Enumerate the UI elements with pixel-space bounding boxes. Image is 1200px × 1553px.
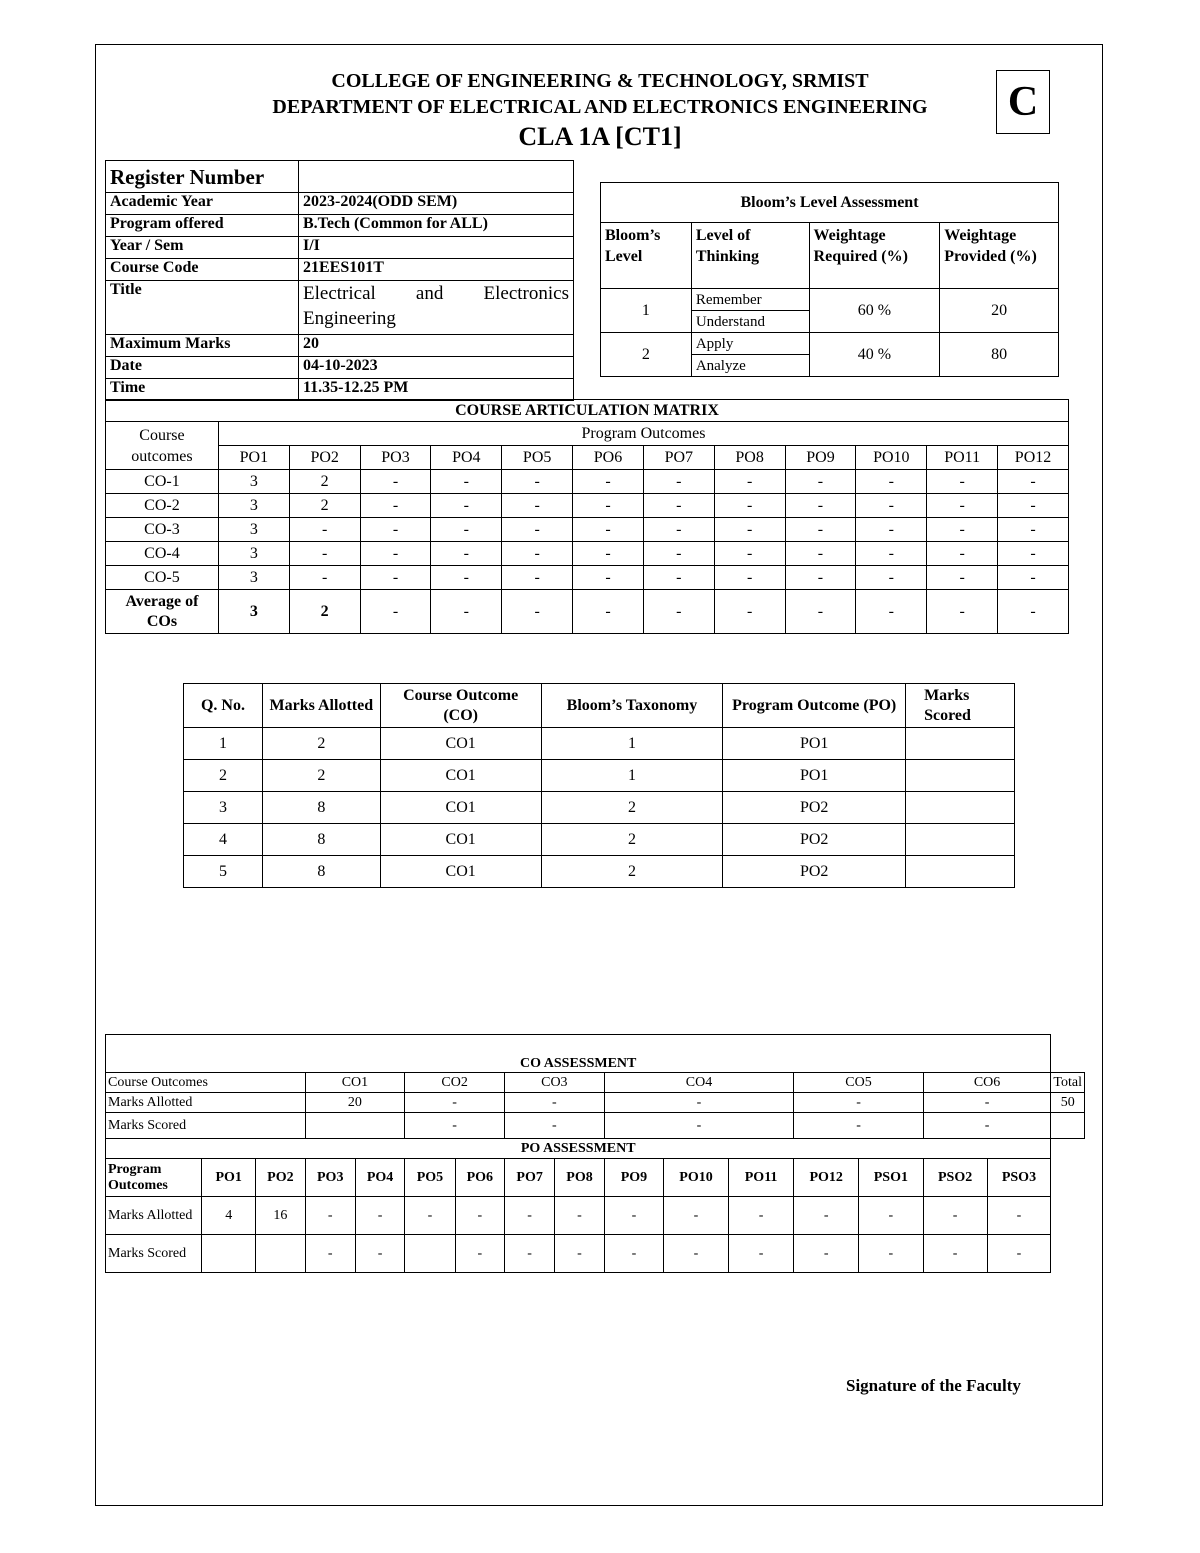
faculty-signature-label: Signature of the Faculty — [846, 1376, 1021, 1395]
co-row-label: Marks Allotted — [106, 1093, 306, 1113]
title-label: Title — [106, 281, 299, 335]
matrix-cell: - — [431, 470, 502, 494]
po-assessment-cell: PO12 — [794, 1159, 859, 1197]
matrix-cell: 3 — [218, 494, 289, 518]
po-header: PO4 — [431, 446, 502, 470]
question-cell-bloom: 1 — [541, 760, 723, 792]
matrix-cell: - — [360, 494, 431, 518]
matrix-cell: - — [643, 566, 714, 590]
matrix-cell: - — [360, 470, 431, 494]
po-assessment-cell: - — [355, 1235, 404, 1273]
question-header: Q. No. — [184, 684, 263, 728]
matrix-cell: - — [785, 542, 856, 566]
matrix-cell: - — [714, 494, 785, 518]
po-header: PO2 — [289, 446, 360, 470]
question-cell-marks: 8 — [262, 792, 380, 824]
weightage-provided: 80 — [940, 333, 1059, 377]
po-assessment-cell: - — [455, 1197, 504, 1235]
info-value: 2023-2024(ODD SEM) — [299, 193, 574, 215]
po-assessment-cell: - — [405, 1197, 455, 1235]
average-cell: - — [998, 590, 1069, 634]
po-assessment-cell: PO8 — [555, 1159, 604, 1197]
department-name: DEPARTMENT OF ELECTRICAL AND ELECTRONICS ENGINEERING — [272, 96, 928, 118]
co-assessment-cell: - — [923, 1093, 1051, 1113]
matrix-cell: - — [573, 494, 644, 518]
co-assessment-cell: - — [604, 1113, 794, 1139]
matrix-cell: - — [431, 518, 502, 542]
course-outcome: CO-3 — [106, 518, 219, 542]
co-assessment-cell: - — [405, 1113, 505, 1139]
set-letter-box: C — [996, 70, 1050, 134]
info-label: Maximum Marks — [106, 335, 299, 357]
matrix-cell: 2 — [289, 470, 360, 494]
exam-title: CLA 1A [CT1] — [518, 122, 682, 151]
co-assessment-cell — [1051, 1113, 1085, 1139]
question-cell-bloom: 2 — [541, 824, 723, 856]
po-header: PO5 — [502, 446, 573, 470]
co-po-assessment-table — [105, 1034, 1085, 1273]
info-row — [106, 161, 574, 193]
matrix-cell: - — [856, 542, 927, 566]
question-cell-bloom: 2 — [541, 856, 723, 888]
average-cell: - — [714, 590, 785, 634]
weightage-required: 40 % — [809, 333, 940, 377]
college-name: COLLEGE OF ENGINEERING & TECHNOLOGY, SRMIST — [331, 70, 869, 92]
info-value: 20 — [299, 335, 574, 357]
co-assessment-cell: 50 — [1051, 1093, 1085, 1113]
po-header: PO12 — [998, 446, 1069, 470]
po-row-label: Program Outcomes — [106, 1159, 202, 1197]
question-cell-po: PO2 — [723, 792, 906, 824]
po-row-label: Marks Scored — [106, 1235, 202, 1273]
course-outcome: CO-5 — [106, 566, 219, 590]
matrix-row — [106, 566, 1069, 590]
matrix-cell: - — [502, 518, 573, 542]
co-assessment-cell: Total — [1051, 1073, 1085, 1093]
info-row — [106, 193, 574, 215]
po-assessment-cell: - — [504, 1197, 554, 1235]
average-cell: - — [360, 590, 431, 634]
po-assessment-cell: - — [355, 1197, 404, 1235]
matrix-cell: - — [927, 518, 998, 542]
average-label: Average of COs — [106, 590, 219, 634]
po-header: PO7 — [643, 446, 714, 470]
po-header: PO1 — [218, 446, 289, 470]
info-value: 11.35-12.25 PM — [299, 379, 574, 401]
question-cell-bloom: 2 — [541, 792, 723, 824]
matrix-cell: - — [927, 566, 998, 590]
info-row — [106, 259, 574, 281]
matrix-cell: - — [502, 542, 573, 566]
question-cell-marks: 8 — [262, 824, 380, 856]
matrix-row — [106, 542, 1069, 566]
matrix-cell: - — [643, 470, 714, 494]
matrix-cell: - — [360, 542, 431, 566]
co-assessment-row — [106, 1093, 1085, 1113]
po-assessment-cell: PO3 — [305, 1159, 355, 1197]
register-label: Register Number — [106, 161, 299, 193]
po-row-label: Marks Allotted — [106, 1197, 202, 1235]
matrix-cell: - — [643, 518, 714, 542]
po-assessment-cell: PSO2 — [923, 1159, 987, 1197]
matrix-cell: - — [856, 566, 927, 590]
po-assessment-cell: - — [504, 1235, 554, 1273]
info-label: Time — [106, 379, 299, 401]
question-cell-po: PO1 — [723, 728, 906, 760]
co-assessment-cell: 20 — [305, 1093, 405, 1113]
matrix-cell: 3 — [218, 518, 289, 542]
matrix-cell: - — [643, 494, 714, 518]
question-cell-q: 2 — [184, 760, 263, 792]
program-outcomes-header: Program Outcomes — [218, 422, 1068, 446]
bloom-header: Bloom’s Level — [601, 223, 692, 289]
matrix-cell: - — [714, 470, 785, 494]
question-cell-scored — [906, 760, 1015, 792]
matrix-cell: - — [573, 518, 644, 542]
matrix-cell: - — [998, 470, 1069, 494]
question-header: Bloom’s Taxonomy — [541, 684, 723, 728]
info-label: Program offered — [106, 215, 299, 237]
question-cell-co: CO1 — [380, 728, 541, 760]
po-assessment-cell: PO6 — [455, 1159, 504, 1197]
question-row — [184, 728, 1015, 760]
co-assessment-cell: - — [794, 1093, 923, 1113]
register-value[interactable] — [299, 161, 574, 193]
matrix-cell: 3 — [218, 566, 289, 590]
info-value: 21EES101T — [299, 259, 574, 281]
matrix-cell: - — [502, 470, 573, 494]
thinking-level: Understand — [691, 311, 809, 333]
co-assessment-cell: - — [923, 1113, 1051, 1139]
matrix-cell: - — [431, 566, 502, 590]
bloom-header: Weightage Required (%) — [809, 223, 940, 289]
po-assessment-title: PO ASSESSMENT — [106, 1139, 1051, 1159]
weightage-required: 60 % — [809, 289, 940, 333]
co-assessment-cell: - — [504, 1113, 604, 1139]
matrix-cell: - — [289, 542, 360, 566]
po-assessment-cell: PO9 — [604, 1159, 663, 1197]
info-label: Course Code — [106, 259, 299, 281]
po-assessment-cell: PO2 — [256, 1159, 305, 1197]
matrix-cell: - — [856, 494, 927, 518]
bloom-header: Level of Thinking — [691, 223, 809, 289]
matrix-cell: - — [573, 542, 644, 566]
matrix-cell: - — [998, 542, 1069, 566]
average-cell: - — [573, 590, 644, 634]
question-header: Marks Allotted — [262, 684, 380, 728]
co-assessment-cell: CO3 — [504, 1073, 604, 1093]
matrix-cell: - — [856, 518, 927, 542]
matrix-cell: - — [998, 494, 1069, 518]
matrix-cell: - — [502, 566, 573, 590]
question-row — [184, 792, 1015, 824]
question-header: Course Outcome (CO) — [380, 684, 541, 728]
po-assessment-cell: - — [923, 1197, 987, 1235]
matrix-title: COURSE ARTICULATION MATRIX — [106, 400, 1069, 422]
info-value: B.Tech (Common for ALL) — [299, 215, 574, 237]
po-header: PO6 — [573, 446, 644, 470]
matrix-cell: - — [502, 494, 573, 518]
bloom-table-title: Bloom’s Level Assessment — [601, 183, 1059, 223]
po-assessment-row — [106, 1197, 1085, 1235]
matrix-cell: - — [360, 566, 431, 590]
po-assessment-cell — [256, 1235, 305, 1273]
question-cell-scored — [906, 792, 1015, 824]
question-cell-q: 4 — [184, 824, 263, 856]
question-row — [184, 824, 1015, 856]
info-row — [106, 237, 574, 259]
question-cell-q: 5 — [184, 856, 263, 888]
question-mapping-table — [183, 683, 1015, 888]
po-header: PO11 — [927, 446, 998, 470]
po-assessment-cell: - — [664, 1197, 729, 1235]
matrix-cell: - — [573, 470, 644, 494]
question-cell-q: 3 — [184, 792, 263, 824]
bloom-header: Weightage Provided (%) — [940, 223, 1059, 289]
co-row-label: Marks Scored — [106, 1113, 306, 1139]
co-assessment-cell: CO2 — [405, 1073, 505, 1093]
question-row — [184, 760, 1015, 792]
question-cell-co: CO1 — [380, 824, 541, 856]
po-assessment-cell: - — [664, 1235, 729, 1273]
question-cell-bloom: 1 — [541, 728, 723, 760]
po-assessment-cell: - — [987, 1197, 1051, 1235]
po-header: PO9 — [785, 446, 856, 470]
matrix-cell: - — [785, 470, 856, 494]
po-assessment-row — [106, 1235, 1085, 1273]
po-assessment-cell: PSO1 — [859, 1159, 924, 1197]
co-assessment-row — [106, 1113, 1085, 1139]
co-assessment-cell: - — [794, 1113, 923, 1139]
matrix-cell: - — [998, 518, 1069, 542]
matrix-cell: 3 — [218, 542, 289, 566]
matrix-row — [106, 518, 1069, 542]
po-assessment-cell: - — [987, 1235, 1051, 1273]
matrix-cell: 3 — [218, 470, 289, 494]
average-cell: 3 — [218, 590, 289, 634]
question-cell-marks: 8 — [262, 856, 380, 888]
info-row — [106, 357, 574, 379]
po-assessment-cell: PO11 — [728, 1159, 794, 1197]
po-assessment-cell: - — [859, 1235, 924, 1273]
average-cell: - — [927, 590, 998, 634]
matrix-average-row — [106, 590, 1069, 634]
question-cell-scored — [906, 824, 1015, 856]
info-value: I/I — [299, 237, 574, 259]
po-assessment-cell: - — [604, 1235, 663, 1273]
exam-info-table — [105, 160, 574, 401]
question-cell-po: PO2 — [723, 856, 906, 888]
co-assessment-title: CO ASSESSMENT — [106, 1035, 1051, 1073]
matrix-cell: - — [927, 494, 998, 518]
info-row — [106, 335, 574, 357]
course-outcome: CO-1 — [106, 470, 219, 494]
matrix-cell: - — [785, 494, 856, 518]
bloom-level: 2 — [601, 333, 692, 377]
po-header: PO8 — [714, 446, 785, 470]
po-header: PO10 — [856, 446, 927, 470]
thinking-level: Analyze — [691, 355, 809, 377]
course-outcome: CO-4 — [106, 542, 219, 566]
matrix-cell: - — [714, 518, 785, 542]
matrix-cell: - — [289, 518, 360, 542]
question-cell-po: PO2 — [723, 824, 906, 856]
co-assessment-cell: - — [604, 1093, 794, 1113]
question-cell-po: PO1 — [723, 760, 906, 792]
info-row — [106, 215, 574, 237]
co-assessment-cell: CO5 — [794, 1073, 923, 1093]
co-assessment-cell: - — [405, 1093, 505, 1113]
po-assessment-cell: - — [305, 1197, 355, 1235]
po-assessment-cell: - — [604, 1197, 663, 1235]
question-cell-marks: 2 — [262, 760, 380, 792]
weightage-provided: 20 — [940, 289, 1059, 333]
matrix-cell: - — [927, 542, 998, 566]
bloom-level: 1 — [601, 289, 692, 333]
question-cell-scored — [906, 856, 1015, 888]
co-assessment-row — [106, 1073, 1085, 1093]
po-assessment-cell — [405, 1235, 455, 1273]
matrix-cell: - — [785, 566, 856, 590]
average-cell: - — [502, 590, 573, 634]
question-cell-q: 1 — [184, 728, 263, 760]
po-assessment-cell: - — [859, 1197, 924, 1235]
po-assessment-cell: PO7 — [504, 1159, 554, 1197]
po-assessment-cell: PSO3 — [987, 1159, 1051, 1197]
co-assessment-cell: CO4 — [604, 1073, 794, 1093]
question-cell-co: CO1 — [380, 760, 541, 792]
po-assessment-cell: - — [923, 1235, 987, 1273]
question-cell-co: CO1 — [380, 856, 541, 888]
matrix-cell: - — [785, 518, 856, 542]
matrix-cell: - — [643, 542, 714, 566]
bloom-level-table — [600, 182, 1059, 377]
po-assessment-cell: - — [555, 1235, 604, 1273]
po-assessment-cell: PO4 — [355, 1159, 404, 1197]
matrix-cell: 2 — [289, 494, 360, 518]
po-assessment-row — [106, 1159, 1085, 1197]
matrix-row — [106, 470, 1069, 494]
course-outcomes-header: Course outcomes — [106, 422, 219, 470]
matrix-cell: - — [714, 542, 785, 566]
matrix-cell: - — [431, 494, 502, 518]
po-assessment-cell: - — [555, 1197, 604, 1235]
po-assessment-cell: PO1 — [202, 1159, 256, 1197]
thinking-level: Apply — [691, 333, 809, 355]
question-cell-co: CO1 — [380, 792, 541, 824]
po-assessment-cell: - — [455, 1235, 504, 1273]
average-cell: 2 — [289, 590, 360, 634]
matrix-cell: - — [431, 542, 502, 566]
po-assessment-cell: - — [305, 1235, 355, 1273]
po-assessment-cell: PO10 — [664, 1159, 729, 1197]
course-outcome: CO-2 — [106, 494, 219, 518]
po-assessment-cell: - — [728, 1197, 794, 1235]
average-cell: - — [431, 590, 502, 634]
po-assessment-cell: - — [794, 1235, 859, 1273]
co-row-label: Course Outcomes — [106, 1073, 306, 1093]
matrix-cell: - — [927, 470, 998, 494]
co-assessment-cell: CO1 — [305, 1073, 405, 1093]
title-value: Electrical and Electronics Engineering — [299, 281, 574, 335]
po-assessment-cell — [202, 1235, 256, 1273]
matrix-row — [106, 494, 1069, 518]
question-header: Marks Scored — [906, 684, 1015, 728]
matrix-cell: - — [360, 518, 431, 542]
info-row — [106, 281, 574, 335]
question-row — [184, 856, 1015, 888]
matrix-cell: - — [998, 566, 1069, 590]
question-cell-marks: 2 — [262, 728, 380, 760]
matrix-cell: - — [289, 566, 360, 590]
matrix-cell: - — [573, 566, 644, 590]
question-cell-scored — [906, 728, 1015, 760]
po-assessment-cell: PO5 — [405, 1159, 455, 1197]
matrix-cell: - — [714, 566, 785, 590]
average-cell: - — [856, 590, 927, 634]
course-articulation-matrix — [105, 399, 1069, 634]
po-assessment-cell: - — [794, 1197, 859, 1235]
po-assessment-cell: 16 — [256, 1197, 305, 1235]
info-value: 04-10-2023 — [299, 357, 574, 379]
info-label: Date — [106, 357, 299, 379]
thinking-level: Remember — [691, 289, 809, 311]
co-assessment-cell: - — [504, 1093, 604, 1113]
co-assessment-cell — [305, 1113, 405, 1139]
average-cell: - — [785, 590, 856, 634]
matrix-cell: - — [856, 470, 927, 494]
po-header: PO3 — [360, 446, 431, 470]
co-assessment-cell: CO6 — [923, 1073, 1051, 1093]
po-assessment-cell: 4 — [202, 1197, 256, 1235]
info-label: Academic Year — [106, 193, 299, 215]
info-label: Year / Sem — [106, 237, 299, 259]
po-assessment-cell: - — [728, 1235, 794, 1273]
info-row — [106, 379, 574, 401]
question-header: Program Outcome (PO) — [723, 684, 906, 728]
average-cell: - — [643, 590, 714, 634]
